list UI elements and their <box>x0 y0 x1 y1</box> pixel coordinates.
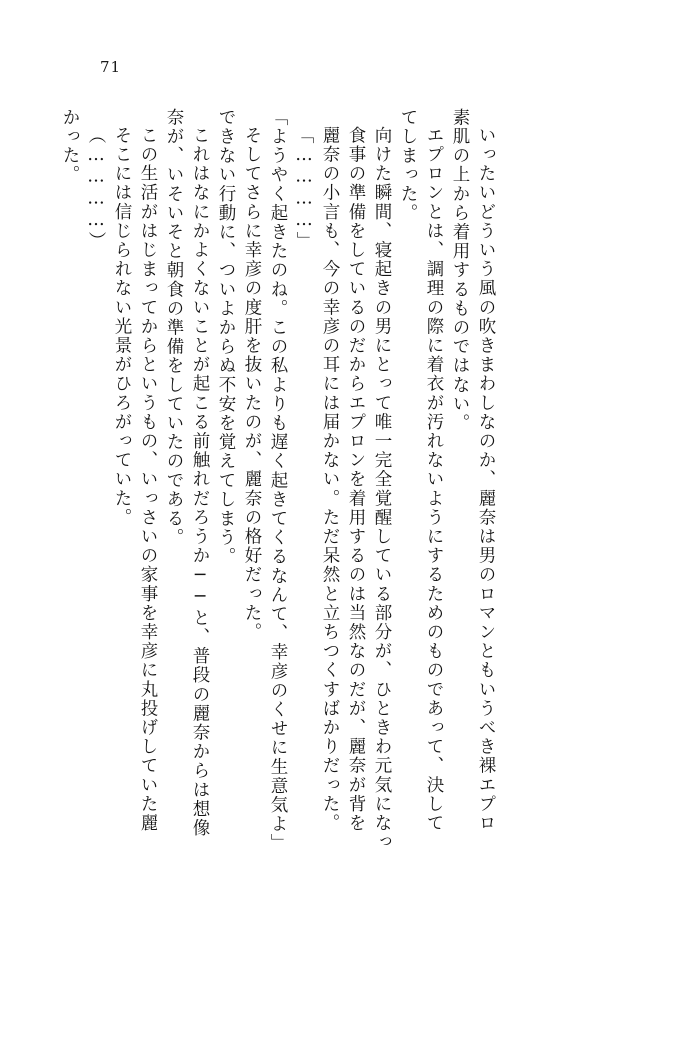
page-text-body <box>52 108 612 968</box>
text-column: 麗奈の小言も、今の幸彦の耳には届かない。ただ呆然と立ちつくすばかりだった。 <box>320 126 340 833</box>
text-column: これはなにかよくないことが起こる前触れだろうか──と、普段の麗奈からは想像 <box>190 126 210 838</box>
text-column: 素肌の上から着用するものではない。 <box>450 108 470 433</box>
text-column: エプロンとは、調理の際に着衣が汚れないようにするためのものであって、決して <box>424 126 444 833</box>
text-column: 「…………」 <box>294 126 314 251</box>
text-column: かった。 <box>60 108 80 185</box>
text-column: この生活がはじまってからというもの、いっさいの家事を幸彦に丸投げしていた麗 <box>138 126 158 833</box>
text-column: そしてさらに幸彦の度肝を抜いたのが、麗奈の格好だった。 <box>242 126 262 642</box>
text-column: （…………） <box>86 126 106 251</box>
text-column: 食事の準備をしているのだからエプロンを着用するのは当然なのだが、麗奈が背を <box>346 126 366 833</box>
text-column: できない行動に、ついよからぬ不安を覚えてしまう。 <box>216 108 236 567</box>
text-column: 奈が、いそいそと朝食の準備をしていたのである。 <box>164 108 184 548</box>
page-number: 71 <box>100 58 122 76</box>
text-column: いったいどういう風の吹きまわしなのか、麗奈は男のロマンともいうべき裸エプロ <box>476 126 496 833</box>
text-column: 向けた瞬間、寝起きの男にとって唯一完全覚醒している部分が、ひときわ元気になっ <box>372 126 392 852</box>
text-column: そこには信じられない光景がひろがっていた。 <box>112 126 132 528</box>
text-column: てしまった。 <box>398 108 418 223</box>
text-column: 「ようやく起きたのね。この私よりも遅く起きてくるなんて、幸彦のくせに生意気よ」 <box>268 108 288 853</box>
